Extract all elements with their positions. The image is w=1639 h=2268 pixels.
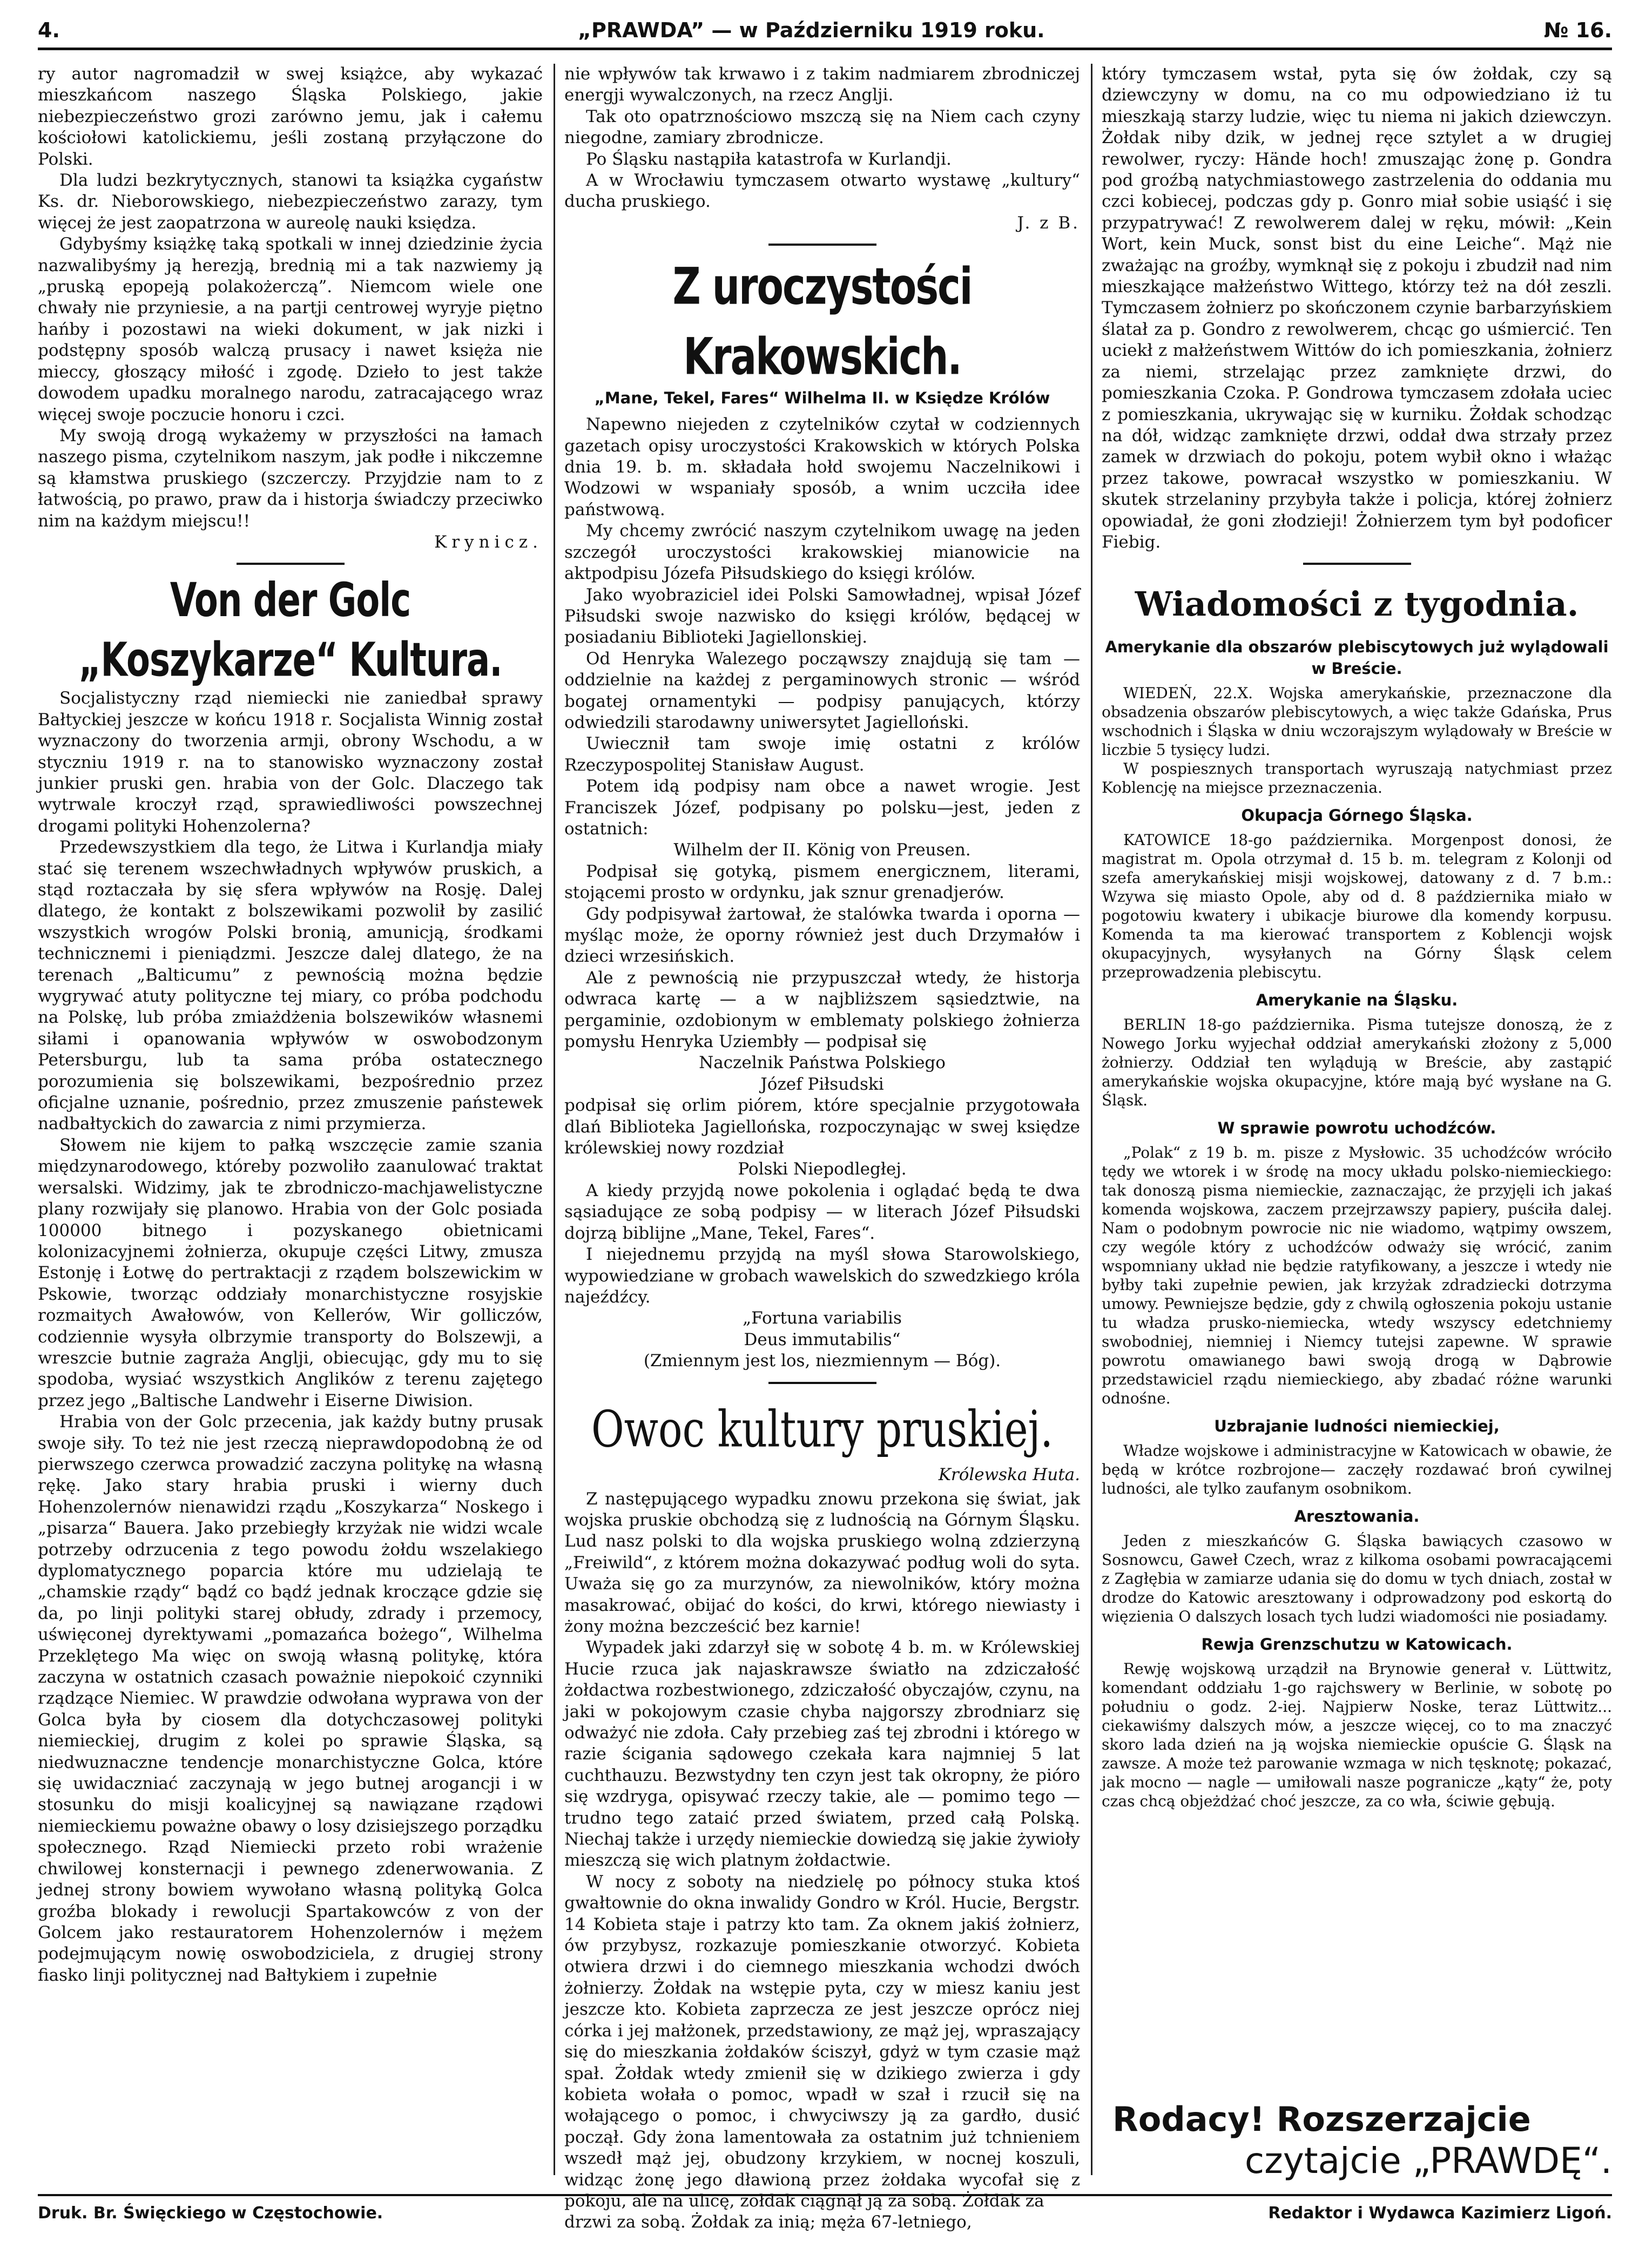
paragraph: podpisał się orlim piórem, które specjalnie przygotowała dlań Biblioteka Jagiellońska, rozpoczynając w swej księdze królewskiej nowy rozdział xyxy=(564,1096,1080,1158)
paragraph: Po Śląsku nastąpiła katastrofa w Kurlandji. xyxy=(586,149,952,169)
paragraph: W pospiesznych transportach wyruszają natychmiast przez Koblencję na miejsce przeznaczenia. xyxy=(1102,760,1612,797)
headline-owoc: Owoc kultury pruskiej. xyxy=(591,1400,1053,1459)
divider xyxy=(237,563,345,565)
news-title: Okupacja Górnego Śląska. xyxy=(1241,806,1473,825)
paragraph: My swoją drogą wykażemy w przyszłości na łamach naszego pisma, czytelnikom naszym, jak podłe i nikczemne są kłamstwa pruskiego (szczerczy. Przyjdzie nam to z łatwością, po prawo, praw da i historja świadczy przeciwko nim na każdym miejscu!! xyxy=(38,426,543,531)
news-section xyxy=(1102,636,1612,1811)
headline-news: Wiadomości z tygodnia. xyxy=(1135,584,1579,624)
news-title: Aresztowania. xyxy=(1294,1507,1420,1526)
paragraph: Tak oto opatrznościowo mszczą się na Niem cach czyny niegodne, zamiary zbrodnicze. xyxy=(564,106,1080,148)
signature: Krynicz. xyxy=(434,532,543,552)
headline-golc: Von der Golc „Koszykarze“ Kultura. xyxy=(78,574,502,688)
paragraph: My chcemy zwrócić naszym czytelnikom uwagę na jeden szczegół uroczystości krakowskiej mianowicie na aktpodpisu Józefa Piłsudskiego do księgi królów. xyxy=(564,521,1080,584)
promo-banner xyxy=(1112,2100,1612,2183)
issue-number: № 16. xyxy=(1543,18,1612,42)
promo-line-1: Rodacy! Rozszerzajcie xyxy=(1112,2100,1531,2139)
paragraph: Jako wyobraziciel idei Polski Samowładnej, wpisał Józef Piłsudski swoje nazwisko do księgi królów, będącej w posiadaniu Biblioteki Jagiellonskiej. xyxy=(564,585,1080,647)
paragraph: Jeden z mieszkańców G. Śląska bawiących czasowo w Sosnowcu, Gaweł Czech, wraz z kilkoma osobami powracającemi z Zagłębia w zamiarze udania się do domu w tych dniach, został w drodze do Katowic aresztowany i odprowadzony pod eskortą do więzienia O dalszych losach tych ludzi wiadomości nie posiadamy. xyxy=(1102,1532,1612,1626)
dateline: Królewska Huta. xyxy=(938,1464,1080,1484)
paragraph: Gdybyśmy książkę taką spotkali w innej dziedzinie życia nazwalibyśmy ją herezją, brednią mi a tak nazwiemy ją „pruską epopeją polakożerczą”. Niemcom wiele one chwały nie przyniesie, a na partji centrowej wyryje piętno hańby i pozostawi na wieki dokument, w jak nizki i podstępny sposób walczą prusacy i nawet księża nie mieccy, głoszący miłość i zgodę. Dzieło to jest także dowodem upadku moralnego narodu, zatracającego wraz więcej swoje poczucie honoru i czci. xyxy=(38,234,543,424)
paragraph: Władze wojskowe i administracyjne w Katowicach w obawie, że będą w krótce rozbrojone— zaczęły rozdawać broń cywilnej ludności, ale tylko zaufanym osobnikom. xyxy=(1102,1442,1612,1498)
page-header xyxy=(38,15,1612,50)
paragraph: Wypadek jaki zdarzył się w sobotę 4 b. m. w Królewskiej Hucie rzuca jak najaskrawsze światło na zdziczałość żołdactwa rozbestwionego, zdziczałość obyczajów, czynu, na jaki w pokojowym czasie chyba najgorszy zbrodniarz się odważyć nie zdoła. Cały przebieg zaś tej zbrodni i którego w razie ścigania sądowego czekała kara najmniej 5 lat cuchthauzu. Bezwstydny ten czyn jest tak okropny, że pióro się wzdryga, opisywać rzeczy takie, ale — pomimo tego — trudno tego zataić przed światem, przed całą Polską. Niechaj także i urzędy niemieckie dowiedzą się jakie żywioły mieszczą się wich platnym żołdactwie. xyxy=(564,1638,1080,1871)
paragraph: „Polak“ z 19 b. m. pisze z Mysłowic. 35 uchodźców wróciło tędy we wtorek i w środę na mocy układu polsko-niemieckiego: tak donoszą pisma niemieckie, zaznaczając, że przyjęli ich jakaś komenda wojskowa, zaczem przejrzawszy papiery, puściła dalej. Nam o podobnym powrocie nic nie wiadomo, wątpimy owszem, czy wególe który z uchodźców odważy się wrócić, zanim wspomniany układ nie będzie ratyfikowany, a jeszcze i wtedy nie byłby taki zupełnie pewien, jak krzyżak zdradziecki dotrzyma umowy. Pewniejsze będzie, gdy z chwilą ogłoszenia pokoju ustanie tu władza prusko-niemiecka, wtedy wszyscy edetchniemy swobodniej, niemniej i Niemcy tutejsi zapewne. W sprawie powrotu omawianego bawi swoją drogą w Dąbrowie przedstawiciel rządu niemieckiego, aby zbadać różne warunki odnośne. xyxy=(1102,1144,1612,1408)
news-title: Amerykanie dla obszarów plebiscytowych już wylądowali w Breście. xyxy=(1105,638,1609,678)
masthead: „PRAWDA” — w Październiku 1919 roku. xyxy=(578,18,1045,42)
quote-line: „Fortuna variabilis xyxy=(743,1308,902,1328)
editor-credit: Redaktor i Wydawca Kazimierz Ligoń. xyxy=(1268,2204,1612,2223)
paragraph: Potem idą podpisy nam obce a nawet wrogie. Jest Franciszek Józef, podpisany po polsku—jest, jeden z ostatnich: xyxy=(564,777,1080,839)
news-title: Uzbrajanie ludności niemieckiej, xyxy=(1214,1417,1500,1436)
paragraph: drzwi za sobą. Żołdak za inią; męża 67-letniego, xyxy=(564,2212,972,2232)
promo-line-2: czytajcie „PRAWDĘ“. xyxy=(1244,2140,1612,2182)
divider xyxy=(768,1382,876,1384)
page-number: 4. xyxy=(38,18,60,42)
news-title: Amerykanie na Śląsku. xyxy=(1256,991,1458,1010)
paragraph: Hrabia von der Golc przecenia, jak każdy butny prusak swoje siły. To też nie jest rzeczą nieprawdopodobną że od pierwszego czerwca prowadzić zaczyna politykę na własną rękę. Jako stary hrabia pruski i wierny duch Hohenzolernów nienawidzi rządu „Koszykarza“ Noskego i „pisarza“ Bauera. Jako przebiegły krzyżak nie widzi wcale potrzeby odrzucenia z tego powodu żołdu wszelakiego dyplomatycznego poparcia które mu udzielają te „chamskie rządy“ bądź co bądź jednak kroczące gdzie się da, po linji polityki starej obłudy, zdrady i przemocy, uświęconej dyrektywami „pomazańca bożego“, Wilhelma Przeklętego Ma więc on swoją własną politykę, która zaczyna w ostatnich czasach poważnie niepokoić czynniki rządzące Niemiec. W prawdzie odwołana wyprawa von der Golca była by ciosem dla dotychczasowej polityki niemieckiej, drugim z kolei po sprawie Śląska, są niedwuznaczne tendencje monarchistyczne Golca, które się uwidaczniać zaczynają w jego butnej arogancji i w stosunku do misji koalicyjnej są nawiązane rządowi niemieckiemu poważne obawy o losy dzisiejszego porządku społecznego. Rząd Niemiecki przeto robi wrażenie chwilowej konsternacji i pewnego zdenerwowania. Z jednej strony bowiem wywołano własną polityką Golca groźba blokady i rewolucji Spartakowców z von der Golcem jako restauratorem Hohenzolernów i mężem podejmującym nowię oswobodziciela, z drugiej strony fiasko linji politycznej nad Bałtykiem i zupełnie xyxy=(38,1412,543,1985)
paragraph: Socjalistyczny rząd niemiecki nie zaniedbał sprawy Bałtyckiej jeszcze w końcu 1918 r. Socjalista Winnig został wyznaczony do tworzenia armji, obrony Wschodu, a w styczniu 1919 r. na to stanowisko wyznaczony został junkier pruski gen. hrabia von der Golc. Dlaczego tak wytrwale kroczył rząd, sprawiedliwości powszechnej drogami polityki Hohenzolerna? xyxy=(38,688,543,836)
paragraph: WIEDEŃ, 22.X. Wojska amerykańskie, przeznaczone dla obsadzenia obszarów plebiscytowych, a więc także Gdańska, Prus wschodnich i Śląska w dniu wczorajszym wylądowały w Breście w liczbie 5 tysięcy ludzi. xyxy=(1102,684,1612,759)
divider xyxy=(768,244,876,246)
paragraph: Z następującego wypadku znowu przekona się świat, jak wojska pruskie obchodzą się z ludnością na Górnym Śląsku. Lud nasz polski to dla wojska pruskiego wolną zdzierzyną „Freiwild“, z którem można dokazywać podług woli do syta. Uważa się go za murzynów, za niewolników, który można masakrować, obijać do kości, do krwi, którego niewiasty i żony można bezcześcić bez karnie! xyxy=(564,1489,1080,1636)
quote-line: (Zmiennym jest los, niezmiennym — Bóg). xyxy=(643,1351,1001,1371)
paragraph: który tymczasem wstał, pyta się ów żołdak, czy są dziewczyny w domu, na co mu odpowiedziano iż tu mieszkają starzy ludzie, więc tu niema ni jakich dziewczyn. Żołdak niby dzik, w jednej ręce sztylet a w drugiej rewolwer, ryczy: Hände hoch! zmuszając żonę p. Gondra pod groźbą natychmiastowego zastrzelenia do oddania mu czci kobiecej, podczas gdy p. Gonro miał sobie usiąść i się przypatrywać! Z rewolwerem dalej w ręku, mówił: „Kein Wort, kein Muck, sonst bist du eine Leiche“. Mąż nie zważając na groźby, wymknął się z pokoju i zbudził nad nim mieszkające małżeństwo Wittego, którzy też na dół zeszli. Tymczasem żołnierz po skończonem czynie barbarzyńskiem ślatał za p. Gondro z rewolwerem, chcąc go uśmiercić. Ten uciekł z małżeństwem Wittów do ich pomieszkania, żołnierz za niemi, strzelając przez zamknięte drzwi, do pomieszkania Czoka. P. Gondrowa tymczasem zdołała uciec z pomieszkania, ukrywając się w kurniku. Żołdak schodząc na dół, widząc zamknięte drzwi, oddał dwa strzały przez zamek w drzwiach do pokoju, potem wybił okno i włażąc przez takowe, powracał wszystko w pomieszkaniu. W skutek strzelaniny przybyła także i policja, której żołnierz opowiadał, że goni złodzieji! Żołnierzem tym był podoficer Fiebig. xyxy=(1102,64,1612,552)
quote-line: Naczelnik Państwa Polskiego xyxy=(699,1053,946,1073)
paragraph: A w Wrocławiu tymczasem otwarto wystawę „kultury“ ducha pruskiego. xyxy=(564,171,1080,212)
paragraph: Od Henryka Walezego począwszy znajdują się tam — oddzielnie na każdej z pergaminowych stronic — wśród bogatej ornamentyki — podpisy panujących, którzy odwiedzili starodawny uniwersytet Jagielloński. xyxy=(564,649,1080,732)
paragraph: W nocy z soboty na niedzielę po północy stuka ktoś gwałtownie do okna inwalidy Gondro w Król. Hucie, Bergstr. 14 Kobieta staje i patrzy kto tam. Za oknem jakiś żołnierz, ów przybysz, rozkazuje pomieszkanie otworzyć. Kobieta otwiera drzwi i do ciemnego mieszkania wchodzi dwóch żołnierzy. Żołdak na wstępie pyta, czy w miesz kaniu jest jeszcze kto. Kobieta zaprzecza ze jest jeszcze oprócz niej córka i jej małżonek, przedstawiony, ze mąż jej, wpraszający się do mieszkania żołdaków ściszył, gdyż w tym czasie mąż spał. Żołdak wtedy zmienił się w dzikiego zwierza i gdy kobieta wołała o pomoc, wpadł w szał i rzucił się na wołającego o pomoc, i chwyciwszy ją za gardło, dusić począł. Gdy żona lamentowała za ostatnim już tchnieniem wszedł mąż jej, obudzony krzykiem, w nocnej koszuli, widząc żonę jego dławioną przez żołdaka wycofał się z pokoju, ale na ulicę, żołdak ciągnął ją za sobą. Żołdak za xyxy=(564,1872,1080,2211)
paragraph: I niejednemu przyjdą na myśl słowa Starowolskiego, wypowiedziane w grobach wawelskich do szwedzkiego króla najeźdźcy. xyxy=(564,1245,1080,1307)
quote-line: Deus immutabilis“ xyxy=(744,1329,901,1349)
paragraph: Ale z pewnością nie przypuszczał wtedy, że historja odwraca kartę — a w najbliższem sąsiedztwie, na pergaminie, ozdobionym w emblematy polskiego żołnierza pomysłu Henryka Uziembły — podpisał się xyxy=(564,968,1080,1052)
paragraph: Gdy podpisywał żartował, że stalówka twarda i oporna — myśląc może, że oporny również jest duch Drzymałów i dzieci wrzesińskich. xyxy=(564,904,1080,967)
quote-line: Wilhelm der II. König von Preusen. xyxy=(673,840,971,860)
subheadline: „Mane, Tekel, Fares“ Wilhelma II. w Księdze Królów xyxy=(594,389,1050,408)
column-rule xyxy=(1091,64,1092,2175)
news-title: Rewja Grenzschutzu w Katowicach. xyxy=(1201,1635,1513,1654)
paragraph: Uwiecznił tam swoje imię ostatni z królów Rzeczypospolitej Stanisław August. xyxy=(564,734,1080,775)
paragraph: nie wpływów tak krwawo i z takim nadmiarem zbrodniczej energji wywalczonych, na rzecz Anglji. xyxy=(564,64,1080,105)
printer-credit: Druk. Br. Święckiego w Częstochowie. xyxy=(38,2204,383,2223)
column-1 xyxy=(38,64,543,2170)
paragraph: Dla ludzi bezkrytycznych, stanowi ta książka cygaństw Ks. dr. Nieborowskiego, niebezpieczeństwo zarazy, tym więcej że jest zaopatrzona w aureolę nauki księdza. xyxy=(38,171,543,233)
quote-line: Józef Piłsudski xyxy=(760,1074,884,1094)
column-2 xyxy=(564,64,1080,2232)
column-3 xyxy=(1102,64,1612,2094)
paragraph: Słowem nie kijem to pałką wszczęcie zamie szania międzynarodowego, któreby pozwoliło zaanulować traktat wersalski. Widzimy, jak te zbrodniczo-machjawelistyczne plany rozwijały się planowo. Hrabia von der Golc posiada 100000 bitnego i pozyskanego obietnicami kolonizacyjnemi żołnierza, okupuje części Litwy, zmusza Estonję i Łotwę do pertraktacji z rządem bolszewickim w Pskowie, tworząc oddziały monarchistyczne rosyjskie rozmaitych Awałowów, von Kellerów, Wir golliczów, codziennie wysyła olbrzymie transporty do Bolszewji, a wreszcie butnie zagraża Anglji, obiecując, gdy mu to się spodoba, wysiać wszystkich Anglików z terenu zajętego przez jego „Baltische Landwehr i Eiserne Diwision. xyxy=(38,1135,543,1410)
divider xyxy=(1303,563,1411,565)
paragraph: Napewno niejeden z czytelników czytał w codziennych gazetach opisy uroczystości Krakowskich w których Polska dnia 19. b. m. składała hołd swojemu Naczelnikowi i Wodzowi w wspaniały sposób, a wnim uczciła idee państwową. xyxy=(564,415,1080,519)
signature: J. z B. xyxy=(1017,213,1080,233)
headline-krakow: Z uroczystości Krakowskich. xyxy=(672,256,972,386)
page-footer xyxy=(38,2194,1612,2229)
column-rule xyxy=(554,64,555,2175)
paragraph: BERLIN 18-go października. Pisma tutejsze donoszą, że z Nowego Jorku wyjechał oddział amerykański złożony z 5,000 żołnierzy. Oddział ten wylądują w Breście, aby zastąpić amerykańskie wojska okupacyjne, które mają być wysłane na G. Śląsk. xyxy=(1102,1016,1612,1110)
paragraph: ry autor nagromadził w swej książce, aby wykazać mieszkańcom naszego Śląska Polskiego, jakie niebezpieczeństwo grozi zarówno jemu, jak i całemu kościołowi katolickiemu, jeśli zostaną przyłączone do Polski. xyxy=(38,64,543,169)
paragraph: Rewję wojskową urządził na Brynowie generał v. Lüttwitz, komendant oddziału 1-go rajchswery w Berlinie, w sobotę po południu o godz. 2-iej. Najpierw Noske, teraz Lüttwitz... ciekawiśmy dalszych mów, a jeszcze więcej, co to ma znaczyć skoro lada dzień na ją wojska niemieckie opuście G. Śląsk na zawsze. A może też parowanie wzmaga w nich tęsknotę; pokazać, jak mocno — nagle — umiłowali nasze pogranicze „kąty“ że, poty czas chcą objeżdżać choć jeszcze, za co wła, ściwie gębują. xyxy=(1102,1660,1612,1811)
paragraph: Podpisał się gotyką, pismem energicznem, literami, stojącemi prosto w ordynku, jak sznur grenadjerów. xyxy=(564,861,1080,903)
paragraph: A kiedy przyjdą nowe pokolenia i oglądać będą te dwa sąsiadujące ze sobą podpisy — w literach Józef Piłsudski dojrzą biblijne „Mane, Tekel, Fares“. xyxy=(564,1180,1080,1243)
newspaper-page xyxy=(38,15,1612,2251)
paragraph: KATOWICE 18-go października. Morgenpost donosi, że magistrat m. Opola otrzymał d. 15 b. m. telegram z Kolonji od szefa amerykańskiej misji wojskowej, datowany z d. 7 b.m.: Wzywa się miasto Opole, aby od d. 8 października miało w pogotowiu kwatery i ubikacje biurowe dla komendy korpusu. Komenda ta ma kierować transportem z Koblencji wojsk okupacyjnych, wysyłanych na Górny Śląsk celem przeprowadzenia plebiscytu. xyxy=(1102,831,1612,982)
news-title: W sprawie powrotu uchodźców. xyxy=(1217,1119,1496,1138)
quote-line: Polski Niepodległej. xyxy=(738,1159,907,1179)
paragraph: Przedewszystkiem dla tego, że Litwa i Kurlandja miały stać się terenem wszechwładnych wpływów pruskich, a stąd roztaczała by się sfera wpływów na Rosję. Dalej dlatego, że kontakt z bolszewikami pozwolił by zasilić wszystkich wrogów Polski bronią, amunicją, środkami technicznemi i pieniądzmi. Jeszcze dalej dlatego, że na terenach „Balticumu” z pewnością można będzie wygrywać atuty polityczne tej miary, co próba podchodu na Polskę, lub próba zmiażdżenia bolszewików własnemi siłami i opanowania wpływów w oswobodzonym Petersburgu, lub ta sama próba ostatecznego porozumienia się bolszewikami, bezpośrednio przez oficjalne uznanie, pośrednio, przez zmuszenie państewek nadbałtyckich do zawarcia z nimi przymierza. xyxy=(38,838,543,1134)
